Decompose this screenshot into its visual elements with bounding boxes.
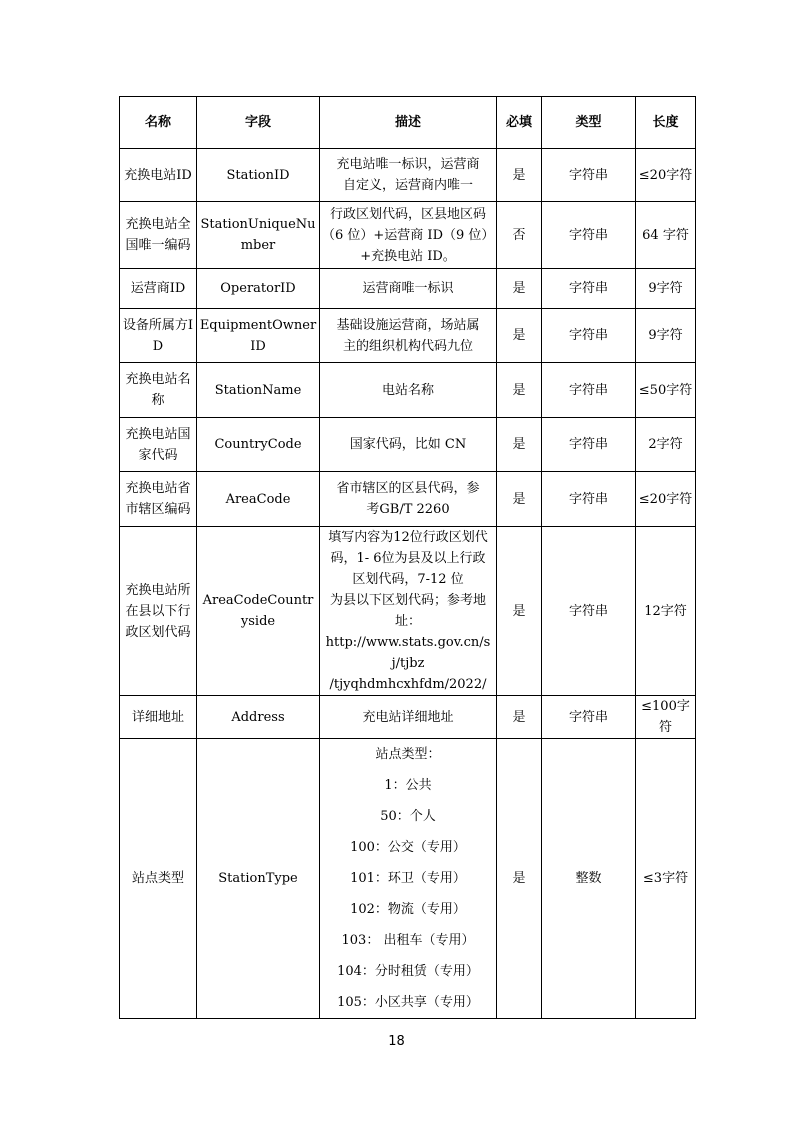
cell-description [320, 527, 497, 696]
cell-length: 12字符 [636, 527, 696, 696]
description-line: 103： 出租车（专用） [341, 933, 475, 948]
cell-name: 充换电站名称 [120, 363, 197, 418]
description-line: 考GB/T 2260 [366, 502, 450, 517]
description-line: 站点类型： [375, 747, 441, 762]
table-row [120, 472, 696, 527]
cell-description [320, 472, 497, 527]
cell-type: 字符串 [542, 269, 636, 309]
cell-type: 字符串 [542, 149, 636, 202]
description-line: 址： [394, 614, 421, 629]
field-spec-table [119, 96, 696, 1019]
cell-description [320, 363, 497, 418]
cell-required: 是 [497, 363, 542, 418]
cell-type: 字符串 [542, 696, 636, 739]
description-line: （6 位）+运营商 ID（9 位） [322, 227, 495, 243]
table-row [120, 527, 696, 696]
description-line: 101：环卫（专用） [350, 871, 466, 886]
cell-description [320, 739, 497, 1019]
cell-length: 2字符 [636, 418, 696, 472]
description-line: +充换电站 ID。 [360, 248, 456, 264]
cell-required: 是 [497, 309, 542, 363]
description-line: 100：公交（专用） [350, 840, 466, 855]
description-line: 自定义，运营商内唯一 [342, 178, 473, 193]
description-line: 102：物流（专用） [350, 902, 466, 917]
table-body [120, 149, 696, 1019]
table-row [120, 309, 696, 363]
cell-required: 是 [497, 149, 542, 202]
cell-field: StationID [197, 149, 320, 202]
cell-name: 站点类型 [120, 739, 197, 1019]
header-field: 字段 [197, 97, 320, 149]
cell-field: OperatorID [197, 269, 320, 309]
cell-required: 是 [497, 527, 542, 696]
description-line: 运营商唯一标识 [362, 281, 454, 296]
cell-length: 9字符 [636, 269, 696, 309]
cell-description [320, 309, 497, 363]
table-row [120, 739, 696, 1019]
cell-length: ≤20字符 [636, 472, 696, 527]
cell-length: ≤3字符 [636, 739, 696, 1019]
description-line: 1：公共 [384, 778, 432, 793]
cell-required: 否 [497, 202, 542, 269]
table-row [120, 269, 696, 309]
header-description: 描述 [320, 97, 497, 149]
cell-description [320, 418, 497, 472]
cell-type: 字符串 [542, 527, 636, 696]
cell-type: 字符串 [542, 202, 636, 269]
header-length: 长度 [636, 97, 696, 149]
description-line: 104：分时租赁（专用） [337, 964, 479, 979]
description-line: http://www.stats.gov.cn/sj/tjbz [325, 635, 491, 671]
cell-name: 充换电站国家代码 [120, 418, 197, 472]
header-type: 类型 [542, 97, 636, 149]
cell-field: StationName [197, 363, 320, 418]
cell-description [320, 202, 497, 269]
table-row [120, 418, 696, 472]
description-line: 充电站唯一标识，运营商 [336, 157, 480, 172]
description-line: 为县以下区划代码；参考地 [329, 593, 486, 608]
cell-type: 字符串 [542, 472, 636, 527]
cell-type: 字符串 [542, 418, 636, 472]
cell-length: 9字符 [636, 309, 696, 363]
description-line: 行政区划代码，区县地区码 [329, 206, 486, 222]
description-line: 码，1- 6位为县及以上行政 [330, 551, 486, 566]
table-row [120, 696, 696, 739]
cell-field: StationUniqueNumber [197, 202, 320, 269]
cell-required: 是 [497, 418, 542, 472]
cell-description [320, 149, 497, 202]
header-required: 必填 [497, 97, 542, 149]
description-line: 区划代码，7-12 位 [352, 572, 464, 587]
cell-field: EquipmentOwnerID [197, 309, 320, 363]
description-line: 基础设施运营商，场站属 [336, 317, 480, 333]
description-line: 充电站详细地址 [362, 709, 454, 725]
cell-name: 充换电站省市辖区编码 [120, 472, 197, 527]
description-line: 国家代码，比如 CN [349, 437, 467, 452]
header-row [120, 97, 696, 149]
cell-name: 详细地址 [120, 696, 197, 739]
cell-field: StationType [197, 739, 320, 1019]
table-row [120, 149, 696, 202]
cell-type: 字符串 [542, 309, 636, 363]
cell-field: Address [197, 696, 320, 739]
cell-required: 是 [497, 269, 542, 309]
cell-field: AreaCodeCountryside [197, 527, 320, 696]
table-row [120, 202, 696, 269]
cell-required: 是 [497, 472, 542, 527]
cell-description [320, 269, 497, 309]
cell-required: 是 [497, 739, 542, 1019]
cell-length: ≤100字符 [636, 696, 696, 739]
description-line: 填写内容为12位行政区划代 [328, 530, 488, 545]
cell-length: 64 字符 [636, 202, 696, 269]
cell-field: CountryCode [197, 418, 320, 472]
header-name: 名称 [120, 97, 197, 149]
cell-length: ≤50字符 [636, 363, 696, 418]
description-line: 50：个人 [380, 809, 436, 824]
cell-name: 充换电站全国唯一编码 [120, 202, 197, 269]
cell-name: 运营商ID [120, 269, 197, 309]
description-line: 省市辖区的区县代码，参 [336, 481, 480, 496]
cell-description [320, 696, 497, 739]
cell-type: 整数 [542, 739, 636, 1019]
page-number: 18 [388, 1034, 405, 1049]
cell-name: 充换电站ID [120, 149, 197, 202]
description-line: 主的组织机构代码九位 [342, 338, 473, 354]
cell-type: 字符串 [542, 363, 636, 418]
description-line: /tjyqhdmhcxhfdm/2022/ [329, 677, 487, 692]
cell-length: ≤20字符 [636, 149, 696, 202]
description-line: 电站名称 [381, 382, 434, 398]
description-line: 105：小区共享（专用） [337, 995, 479, 1010]
cell-name: 设备所属方ID [120, 309, 197, 363]
cell-required: 是 [497, 696, 542, 739]
table-row [120, 363, 696, 418]
cell-name: 充换电站所在县以下行政区划代码 [120, 527, 197, 696]
cell-field: AreaCode [197, 472, 320, 527]
